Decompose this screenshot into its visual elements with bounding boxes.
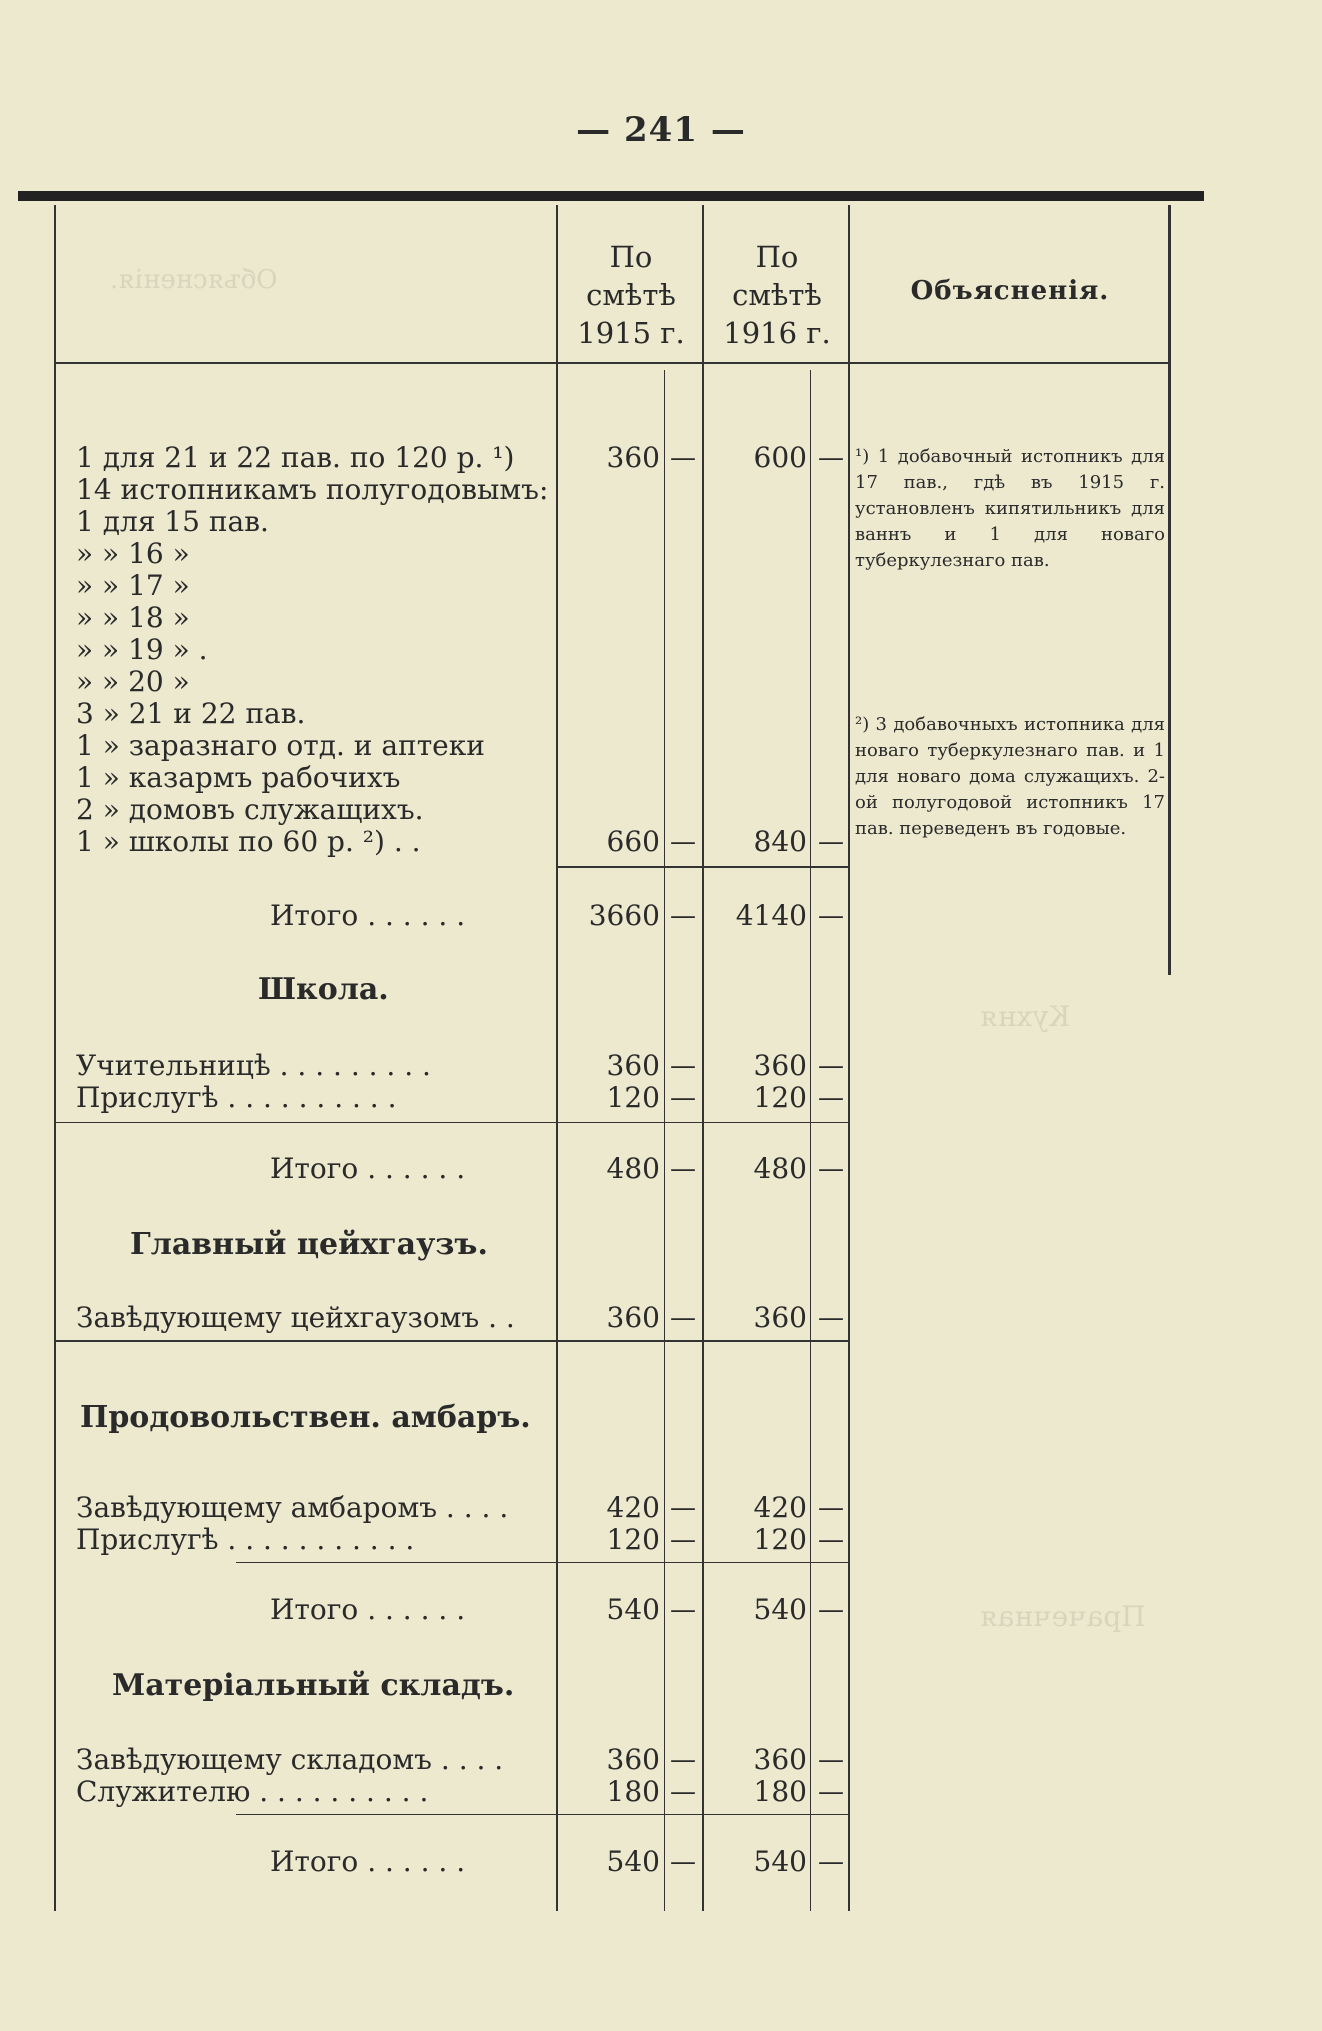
dash: —: [818, 1493, 844, 1523]
amount-1915: 180: [606, 1775, 660, 1808]
row-label: 1 для 21 и 22 пав. по 120 р. ¹): [76, 441, 515, 474]
row-label: Завѣдующему складомъ . . . .: [76, 1743, 504, 1776]
footnote-2: ²) 3 добавочныхъ истопника для новаго туберкулезнаго пав. и 1 для новаго дома служащихъ. 2-ой полугодовой истопникъ 17 пав. переведенъ въ годовые.: [855, 714, 1165, 839]
dash: —: [818, 1595, 844, 1625]
row-label: » » 20 »: [76, 665, 190, 698]
dash: —: [818, 1745, 844, 1775]
amount-1916: 120: [753, 1081, 807, 1114]
row-label: » » 19 » .: [76, 633, 208, 666]
total-1915: 480: [606, 1152, 660, 1185]
dash: —: [670, 1777, 696, 1807]
dash: —: [818, 1777, 844, 1807]
subtotal-rule: [236, 1562, 848, 1563]
table-right-border: [1168, 205, 1171, 975]
amount-1916: 600: [753, 441, 807, 474]
header-1916: По смѣтѣ 1916 г.: [723, 240, 831, 350]
dash: —: [670, 443, 696, 473]
row-label: 14 истопникамъ полугодовымъ:: [76, 473, 549, 506]
dash: —: [670, 1493, 696, 1523]
section-title-warehouse: Главный цейхгаузъ.: [130, 1227, 488, 1262]
subtotal-rule: [236, 1814, 848, 1815]
header-1915: По смѣтѣ 1915 г.: [577, 240, 685, 350]
row-label: Прислугѣ . . . . . . . . . . .: [76, 1523, 415, 1556]
dash: —: [670, 1154, 696, 1184]
row-label: 1 для 15 пав.: [76, 505, 269, 538]
total-label: Итого . . . . . .: [270, 1152, 466, 1185]
amount-1915: 360: [606, 1301, 660, 1334]
amount-1916: 120: [753, 1523, 807, 1556]
amount-1915: 660: [606, 825, 660, 858]
total-1915: 540: [606, 1845, 660, 1878]
amount-1915: 360: [606, 441, 660, 474]
kop-divider-1915: [664, 370, 665, 1911]
amount-1915: 420: [606, 1491, 660, 1524]
row-label: » » 16 »: [76, 537, 190, 570]
dash: —: [818, 1051, 844, 1081]
amount-1916: 360: [753, 1301, 807, 1334]
amount-1916: 180: [753, 1775, 807, 1808]
row-label: Завѣдующему амбаромъ . . . .: [76, 1491, 509, 1524]
header-explanations: Объясненія.: [910, 276, 1110, 306]
amount-1915: 120: [606, 1523, 660, 1556]
dash: —: [670, 901, 696, 931]
section-title-school: Школа.: [258, 972, 389, 1007]
total-1916: 480: [753, 1152, 807, 1185]
table-left-border: [54, 205, 56, 1911]
dash: —: [818, 1525, 844, 1555]
dash: —: [670, 827, 696, 857]
subtotal-rule: [54, 1122, 848, 1123]
row-label: » » 18 »: [76, 601, 190, 634]
amount-1915: 360: [606, 1049, 660, 1082]
col-divider-notes: [848, 205, 850, 1911]
row-label: Служителю . . . . . . . . . .: [76, 1775, 429, 1808]
row-label: 2 » домовъ служащихъ.: [76, 793, 424, 826]
dash: —: [670, 1595, 696, 1625]
amount-1915: 120: [606, 1081, 660, 1114]
amount-1916: 360: [753, 1743, 807, 1776]
dash: —: [670, 1847, 696, 1877]
total-label: Итого . . . . . .: [270, 899, 466, 932]
dash: —: [818, 1083, 844, 1113]
dash: —: [818, 827, 844, 857]
dash: —: [818, 1847, 844, 1877]
dash: —: [818, 901, 844, 931]
dash: —: [670, 1083, 696, 1113]
header-separator: [54, 362, 1170, 364]
total-label: Итого . . . . . .: [270, 1845, 466, 1878]
section-title-material: Матеріальный складъ.: [112, 1668, 515, 1703]
row-label: 3 » 21 и 22 пав.: [76, 697, 306, 730]
dash: —: [670, 1303, 696, 1333]
row-label: Учительницѣ . . . . . . . . .: [76, 1049, 431, 1082]
row-label: Прислугѣ . . . . . . . . . .: [76, 1081, 397, 1114]
footnote-1: ¹) 1 добавочный истопникъ для 17 пав., гдѣ въ 1915 г. установленъ кипятильникъ для ваннъ и 1 для новаго туберкулезнаго пав.: [855, 446, 1165, 571]
section-title-granary: Продовольствен. амбаръ.: [80, 1400, 531, 1435]
dash: —: [818, 1154, 844, 1184]
row-label: 1 » заразнаго отд. и аптеки: [76, 729, 485, 762]
page-number: — 241 —: [576, 110, 746, 150]
dash: —: [818, 443, 844, 473]
row-label: » » 17 »: [76, 569, 190, 602]
total-1916: 540: [753, 1845, 807, 1878]
total-1915: 540: [606, 1593, 660, 1626]
row-label: 1 » школы по 60 р. ²) . .: [76, 825, 421, 858]
top-rule: [18, 191, 1204, 201]
dash: —: [818, 1303, 844, 1333]
amount-1916: 420: [753, 1491, 807, 1524]
total-1916: 4140: [735, 899, 807, 932]
total-1915: 3660: [588, 899, 660, 932]
subtotal-rule: [556, 866, 848, 868]
amount-1916: 840: [753, 825, 807, 858]
section-rule: [54, 1340, 848, 1342]
dash: —: [670, 1051, 696, 1081]
amount-1915: 360: [606, 1743, 660, 1776]
dash: —: [670, 1745, 696, 1775]
dash: —: [670, 1525, 696, 1555]
row-label: Завѣдующему цейхгаузомъ . .: [76, 1301, 515, 1334]
total-label: Итого . . . . . .: [270, 1593, 466, 1626]
amount-1916: 360: [753, 1049, 807, 1082]
kop-divider-1916: [810, 370, 811, 1911]
total-1916: 540: [753, 1593, 807, 1626]
row-label: 1 » казармъ рабочихъ: [76, 761, 401, 794]
